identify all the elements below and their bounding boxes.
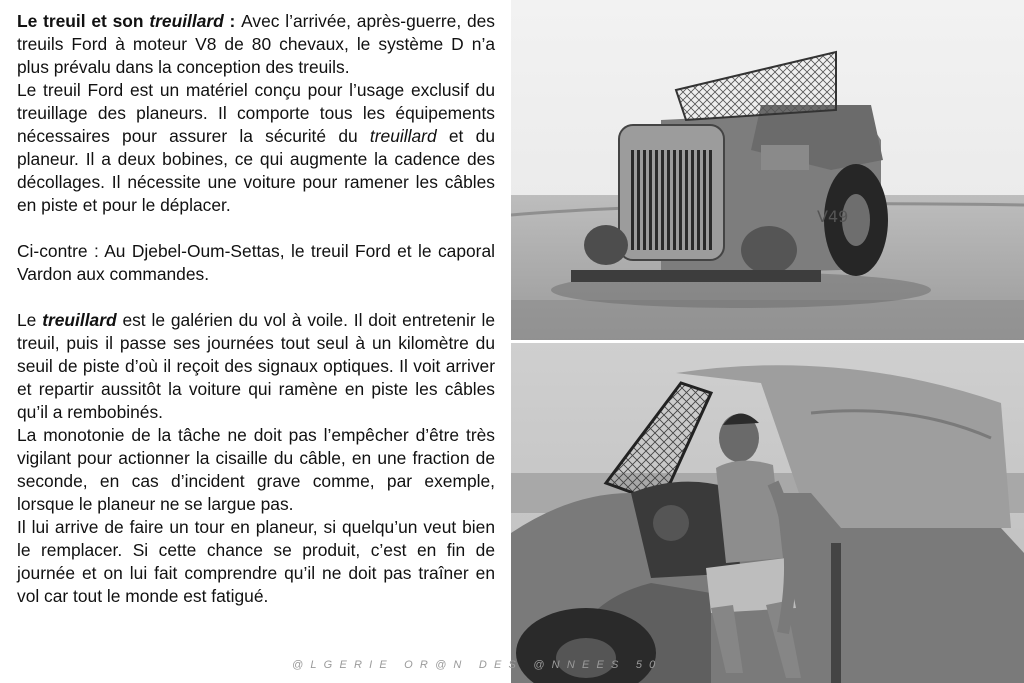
paragraph-flight: Il lui arrive de faire un tour en planeur, si quelqu’un veut bien le remplacer. Si cette chance se produit, c’est en fin de journée et on lui fait comprendre qu’il ne doit pas traîner en vol car tout le monde est fatigué. bbox=[17, 517, 495, 606]
paragraph-caption: Ci-contre : Au Djebel-Oum-Settas, le treuil Ford et le caporal Vardon aux commandes. bbox=[17, 241, 495, 284]
paragraph-treuillard: Le treuillard est le galérien du vol à voile. Il doit entretenir le treuil, puis il passe ses journées tout seul à un kilomètre du seuil de piste d’où il reçoit des signaux optiques. Il voit arriver et repartir aussitôt la voiture qui ramène en piste les câbles qu’il a rembobinés. bbox=[17, 310, 495, 422]
article-text bbox=[17, 10, 495, 608]
watermark: @LGERIE OR@N DES @NNEES 50 bbox=[292, 659, 663, 671]
svg-text:V49: V49 bbox=[817, 207, 849, 226]
photo-caporal-vardon bbox=[511, 343, 1024, 683]
intro-body: Avec l’arrivée, après-guerre, des treuils Ford à moteur V8 de 80 chevaux, le système D n’a plus prévalu dans la conception des treuils. bbox=[17, 11, 495, 77]
paragraph-monotony: La monotonie de la tâche ne doit pas l’empêcher d’être très vigilant pour actionner la cisaille du câble, en une fraction de seconde, en cas d’incident grave comme, par exemple, lorsque le planeur ne se largue pas. bbox=[17, 425, 495, 514]
paragraph-intro bbox=[17, 10, 495, 79]
section-title: Le treuil et son treuillard : bbox=[17, 11, 242, 31]
paragraph-ford-winch: Le treuil Ford est un matériel conçu pour l’usage exclusif du treuillage des planeurs. Il comporte tous les équipements nécessaires pour assurer la sécurité du treuillard et du planeur. Il a deux bobines, ce qui augmente la cadence des décollages. Il nécessite une voiture pour ramener les câbles en piste et pour le déplacer. bbox=[17, 80, 495, 215]
photo-ford-winch bbox=[511, 0, 1024, 340]
